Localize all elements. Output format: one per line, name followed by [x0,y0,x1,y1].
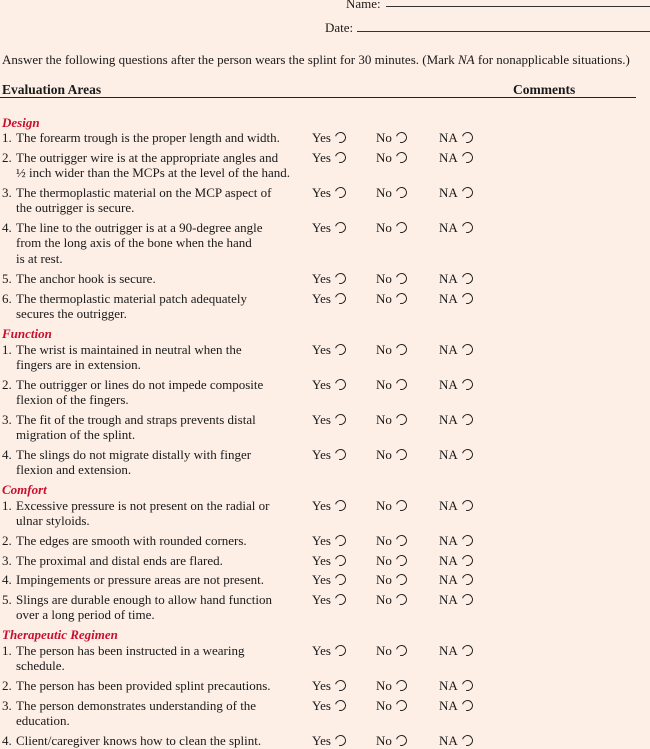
no-label: No [376,733,392,748]
radio-circle-icon[interactable] [333,220,348,235]
item-text-line: Excessive pressure is not present on the radial or [16,498,270,513]
na-label: NA [439,130,458,145]
radio-circle-icon[interactable] [394,150,409,165]
item-text-line: Impingements or pressure areas are not present. [16,572,264,587]
item-number: 4. [2,447,12,462]
yes-option[interactable] [312,185,346,201]
item-number: 1. [2,643,12,658]
radio-circle-icon[interactable] [394,220,409,235]
yes-label: Yes [312,592,331,607]
item-text-line: schedule. [16,658,65,674]
yes-label: Yes [312,553,331,568]
item-text [16,533,306,548]
na-option[interactable] [439,643,473,659]
radio-circle-icon[interactable] [333,572,348,587]
radio-circle-icon[interactable] [460,150,475,165]
na-label: NA [439,592,458,607]
radio-circle-icon[interactable] [394,130,409,145]
yes-label: Yes [312,130,331,145]
yes-option[interactable] [312,572,346,588]
item-number: 5. [2,271,12,286]
yes-label: Yes [312,412,331,427]
radio-circle-icon[interactable] [333,698,348,713]
item-text-line: The person has been instructed in a wearing [16,643,245,658]
radio-circle-icon[interactable] [394,498,409,513]
na-label: NA [439,447,458,462]
na-option[interactable] [439,220,473,236]
item-text [16,592,306,623]
item-text-line: The line to the outrigger is at a 90-degree angle [16,220,263,235]
item-number: 2. [2,377,12,392]
yes-option[interactable] [312,220,346,236]
item-text-line: The outrigger wire is at the appropriate angles and [16,150,279,165]
na-label: NA [439,498,458,513]
yes-option[interactable] [312,592,346,608]
na-label: NA [439,678,458,693]
radio-circle-icon[interactable] [394,377,409,392]
radio-circle-icon[interactable] [460,271,475,286]
radio-circle-icon[interactable] [333,498,348,513]
no-option[interactable] [376,643,407,659]
instructions-text: Answer the following questions after the person wears the splint for 30 minutes. (Mark [2,52,458,67]
item-text [16,377,306,408]
yes-option[interactable] [312,130,346,146]
item-number: 6. [2,291,12,306]
radio-circle-icon[interactable] [394,185,409,200]
radio-circle-icon[interactable] [333,291,348,306]
item-text [16,271,306,286]
na-option[interactable] [439,291,473,307]
item-text [16,678,306,693]
section-title: Comfort [2,482,47,497]
item-text-line: is at rest. [16,250,63,266]
no-option[interactable] [376,447,407,463]
na-label: NA [439,733,458,748]
na-option[interactable] [439,572,473,588]
no-option[interactable] [376,678,407,694]
item-number: 5. [2,592,12,607]
item-text-line: The proximal and distal ends are flared. [16,553,223,568]
radio-circle-icon[interactable] [394,291,409,306]
date-label: Date: [325,20,354,35]
yes-label: Yes [312,291,331,306]
no-option[interactable] [376,150,407,166]
no-label: No [376,377,392,392]
na-option[interactable] [439,377,473,393]
no-option[interactable] [376,291,407,307]
radio-circle-icon[interactable] [460,185,475,200]
no-option[interactable] [376,592,407,608]
no-label: No [376,572,392,587]
na-option[interactable] [439,150,473,166]
item-text-line: The thermoplastic material patch adequately [16,291,248,306]
item-number: 1. [2,130,12,145]
no-label: No [376,553,392,568]
item-text [16,498,306,529]
no-label: No [376,447,392,462]
item-text [16,291,306,322]
radio-circle-icon[interactable] [333,553,348,568]
no-label: No [376,592,392,607]
na-label: NA [439,342,458,357]
radio-circle-icon[interactable] [394,698,409,713]
yes-label: Yes [312,185,331,200]
yes-label: Yes [312,533,331,548]
item-text [16,342,306,373]
name-field[interactable] [330,0,650,12]
no-label: No [376,412,392,427]
no-label: No [376,291,392,306]
item-text-line: The thermoplastic material on the MCP aspect of [16,185,272,200]
na-label: NA [439,291,458,306]
yes-option[interactable] [312,291,346,307]
radio-circle-icon[interactable] [333,592,348,607]
no-label: No [376,150,392,165]
radio-circle-icon[interactable] [333,150,348,165]
radio-circle-icon[interactable] [460,447,475,462]
radio-circle-icon[interactable] [333,342,348,357]
item-number: 2. [2,533,12,548]
no-option[interactable] [376,553,407,569]
no-label: No [376,533,392,548]
yes-option[interactable] [312,271,346,287]
no-option[interactable] [376,572,407,588]
na-option[interactable] [439,678,473,694]
radio-circle-icon[interactable] [333,533,348,548]
no-option[interactable] [376,342,407,358]
item-number: 4. [2,572,12,587]
na-label: NA [439,643,458,658]
item-text [16,572,306,587]
item-text [16,643,306,674]
no-option[interactable] [376,698,407,714]
no-option[interactable] [376,733,407,749]
na-option[interactable] [439,592,473,608]
yes-option[interactable] [312,412,346,428]
item-text-line: migration of the splint. [16,427,136,443]
item-number: 4. [2,220,12,235]
radio-circle-icon[interactable] [460,412,475,427]
heading-divider [0,97,636,98]
na-option[interactable] [439,342,473,358]
yes-label: Yes [312,377,331,392]
item-text-line: fingers are in extension. [16,357,141,373]
radio-circle-icon[interactable] [333,412,348,427]
na-option[interactable] [439,447,473,463]
radio-circle-icon[interactable] [460,220,475,235]
name-label: Name: [346,0,381,11]
radio-circle-icon[interactable] [460,572,475,587]
item-text-line: from the long axis of the bone when the hand [16,235,252,251]
radio-circle-icon[interactable] [333,678,348,693]
na-label: NA [439,572,458,587]
instructions [2,52,650,68]
radio-circle-icon[interactable] [460,592,475,607]
item-number: 3. [2,185,12,200]
no-option[interactable] [376,498,407,514]
section-title: Therapeutic Regimen [2,627,118,642]
yes-option[interactable] [312,342,346,358]
yes-option[interactable] [312,643,346,659]
yes-label: Yes [312,733,331,748]
date-field[interactable] [325,20,650,36]
radio-circle-icon[interactable] [460,698,475,713]
na-option[interactable] [439,533,473,549]
item-text-line: The edges are smooth with rounded corners. [16,533,247,548]
item-text [16,150,306,181]
radio-circle-icon[interactable] [333,377,348,392]
na-option[interactable] [439,271,473,287]
na-label: NA [439,271,458,286]
item-number: 4. [2,733,12,748]
item-text [16,185,306,216]
radio-circle-icon[interactable] [333,447,348,462]
radio-circle-icon[interactable] [333,185,348,200]
instructions-na: NA [457,52,475,67]
na-option[interactable] [439,733,473,749]
item-number: 2. [2,678,12,693]
item-text-line: flexion of the fingers. [16,392,129,408]
radio-circle-icon[interactable] [394,447,409,462]
no-option[interactable] [376,271,407,287]
radio-circle-icon[interactable] [460,342,475,357]
na-option[interactable] [439,412,473,428]
no-label: No [376,185,392,200]
na-label: NA [439,533,458,548]
yes-option[interactable] [312,498,346,514]
na-option[interactable] [439,130,473,146]
yes-label: Yes [312,572,331,587]
na-option[interactable] [439,698,473,714]
na-option[interactable] [439,185,473,201]
yes-label: Yes [312,678,331,693]
yes-label: Yes [312,271,331,286]
no-option[interactable] [376,220,407,236]
na-option[interactable] [439,498,473,514]
no-option[interactable] [376,130,407,146]
item-number: 1. [2,342,12,357]
na-label: NA [439,412,458,427]
radio-circle-icon[interactable] [394,592,409,607]
item-text-line: ½ inch wider than the MCPs at the level of the hand. [16,165,291,181]
item-text-line: the outrigger is secure. [16,200,135,216]
item-text-line: The person demonstrates understanding of the [16,698,257,713]
radio-circle-icon[interactable] [394,271,409,286]
item-text-line: The forearm trough is the proper length and width. [16,130,280,145]
yes-label: Yes [312,698,331,713]
item-text [16,447,306,478]
radio-circle-icon[interactable] [333,271,348,286]
evaluation-areas-heading: Evaluation Areas [2,82,102,97]
no-option[interactable] [376,533,407,549]
yes-label: Yes [312,342,331,357]
radio-circle-icon[interactable] [394,553,409,568]
comments-heading: Comments [513,82,576,97]
radio-circle-icon[interactable] [394,342,409,357]
item-text-line: The fit of the trough and straps prevents distal [16,412,256,427]
radio-circle-icon[interactable] [460,553,475,568]
item-text [16,733,306,748]
item-text-line: The anchor hook is secure. [16,271,156,286]
yes-label: Yes [312,220,331,235]
yes-label: Yes [312,498,331,513]
item-number: 1. [2,498,12,513]
na-label: NA [439,185,458,200]
yes-label: Yes [312,150,331,165]
item-text [16,553,306,568]
no-label: No [376,498,392,513]
radio-circle-icon[interactable] [460,130,475,145]
no-label: No [376,220,392,235]
item-text [16,130,306,145]
radio-circle-icon[interactable] [333,643,348,658]
yes-label: Yes [312,643,331,658]
item-text-line: The outrigger or lines do not impede composite [16,377,264,392]
radio-circle-icon[interactable] [394,572,409,587]
item-text-line: over a long period of time. [16,607,155,623]
item-text-line: The person has been provided splint precautions. [16,678,271,693]
section-title: Function [2,326,52,341]
na-label: NA [439,377,458,392]
item-number: 3. [2,553,12,568]
date-line[interactable] [357,31,650,32]
na-label: NA [439,150,458,165]
item-number: 2. [2,150,12,165]
na-label: NA [439,220,458,235]
item-text-line: The slings do not migrate distally with finger [16,447,252,462]
no-option[interactable] [376,412,407,428]
item-text [16,412,306,443]
no-label: No [376,678,392,693]
yes-option[interactable] [312,733,346,749]
item-text [16,698,306,729]
no-label: No [376,271,392,286]
item-text [16,220,306,266]
item-text-line: education. [16,713,70,729]
item-text-line: flexion and extension. [16,462,132,478]
na-label: NA [439,553,458,568]
no-label: No [376,342,392,357]
radio-circle-icon[interactable] [460,678,475,693]
name-line[interactable] [386,6,650,7]
radio-circle-icon[interactable] [460,377,475,392]
na-option[interactable] [439,553,473,569]
item-text-line: secures the outrigger. [16,306,127,322]
yes-option[interactable] [312,533,346,549]
no-label: No [376,643,392,658]
no-option[interactable] [376,377,407,393]
radio-circle-icon[interactable] [460,291,475,306]
radio-circle-icon[interactable] [394,678,409,693]
item-text-line: ulnar styloids. [16,513,90,529]
yes-label: Yes [312,447,331,462]
item-number: 3. [2,412,12,427]
no-option[interactable] [376,185,407,201]
yes-option[interactable] [312,447,346,463]
yes-option[interactable] [312,678,346,694]
radio-circle-icon[interactable] [394,412,409,427]
item-text-line: Client/caregiver knows how to clean the splint. [16,733,262,748]
yes-option[interactable] [312,150,346,166]
radio-circle-icon[interactable] [460,498,475,513]
radio-circle-icon[interactable] [394,533,409,548]
item-text-line: Slings are durable enough to allow hand function [16,592,272,607]
na-label: NA [439,698,458,713]
no-label: No [376,698,392,713]
item-number: 3. [2,698,12,713]
radio-circle-icon[interactable] [460,533,475,548]
no-label: No [376,130,392,145]
instructions-text-end: for nonapplicable situations.) [474,52,630,67]
section-title: Design [2,115,40,130]
radio-circle-icon[interactable] [460,643,475,658]
yes-option[interactable] [312,377,346,393]
item-text-line: The wrist is maintained in neutral when the [16,342,242,357]
radio-circle-icon[interactable] [333,130,348,145]
yes-option[interactable] [312,698,346,714]
yes-option[interactable] [312,553,346,569]
radio-circle-icon[interactable] [394,643,409,658]
